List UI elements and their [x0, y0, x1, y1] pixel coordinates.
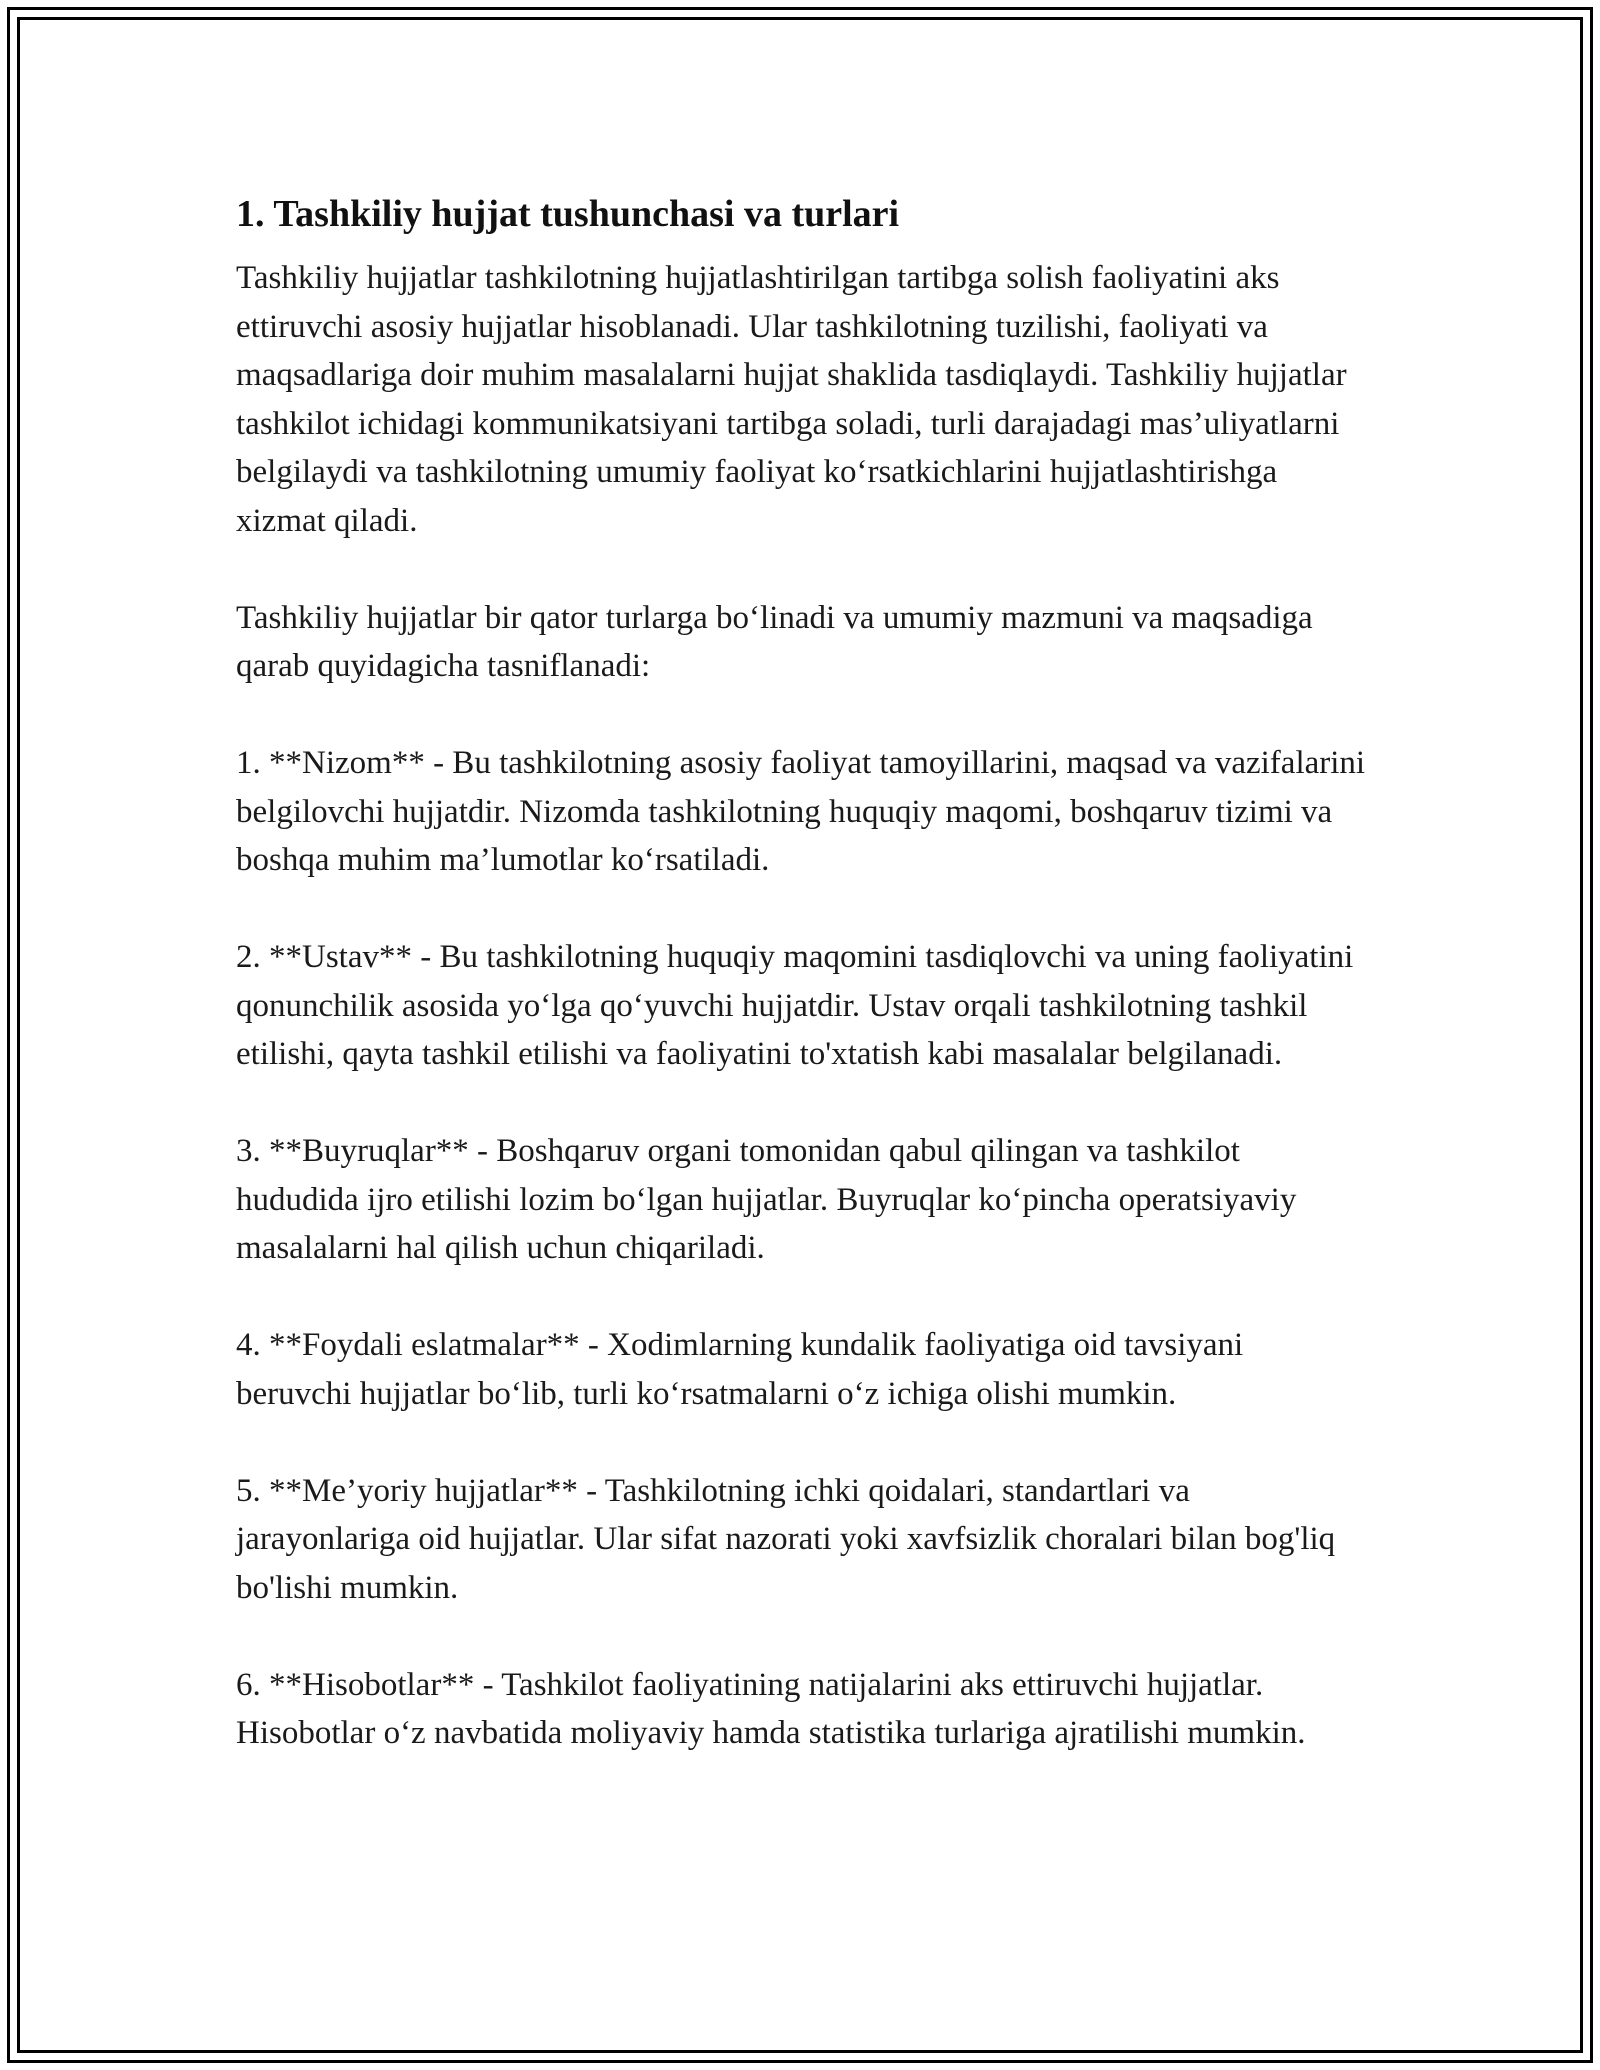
- list-item-buyruqlar: 3. **Buyruqlar** - Boshqaruv organi tomonidan qabul qilingan va tashkilot hududida ijro etilishi lozim bo‘lgan hujjatlar. Buyruqlar ko‘pincha operatsiyaviy masalalarni hal qilish uchun chiqariladi.: [236, 1133, 1297, 1266]
- list-item-hisobotlar: 6. **Hisobotlar** - Tashkilot faoliyatining natijalarini aks ettiruvchi hujjatlar. Hisobotlar o‘z navbatida moliyaviy hamda statistika turlariga ajratilishi mumkin.: [236, 1666, 1306, 1751]
- list-item-nizom: 1. **Nizom** - Bu tashkilotning asosiy faoliyat tamoyillarini, maqsad va vazifalarini belgilovchi hujjatdir. Nizomda tashkilotning huquqiy maqomi, boshqaruv tizimi va boshqa muhim ma’lumotlar ko‘rsatiladi.: [236, 745, 1366, 878]
- section-heading: 1. Tashkiliy hujjat tushunchasi va turlari: [236, 193, 900, 235]
- list-item-foydali-eslatmalar: 4. **Foydali eslatmalar** - Xodimlarning kundalik faoliyatiga oid tavsiyani beruvchi hujjatlar bo‘lib, turli ko‘rsatmalarni o‘z ichiga olishi mumkin.: [236, 1327, 1244, 1412]
- classification-paragraph: Tashkiliy hujjatlar bir qator turlarga bo‘linadi va umumiy mazmuni va maqsadiga qarab quyidagicha tasniflanadi:: [236, 599, 1313, 684]
- list-item-ustav: 2. **Ustav** - Bu tashkilotning huquqiy maqomini tasdiqlovchi va uning faoliyatini qonunchilik asosida yo‘lga qo‘yuvchi hujjatdir. Ustav orqali tashkilotning tashkil etilishi, qayta tashkil etilishi va faoliyatini to'xtatish kabi masalalar belgilanadi.: [236, 939, 1354, 1072]
- list-item-meyoriy-hujjatlar: 5. **Me’yoriy hujjatlar** - Tashkilotning ichki qoidalari, standartlari va jarayonlariga oid hujjatlar. Ular sifat nazorati yoki xavfsizlik choralari bilan bog'liq bo'lishi mumkin.: [236, 1472, 1336, 1606]
- intro-paragraph: Tashkiliy hujjatlar tashkilotning hujjatlashtirilgan tartibga solish faoliyatini aks ettiruvchi asosiy hujjatlar hisoblanadi. Ular tashkilotning tuzilishi, faoliyati va maqsadlariga doir muhim masalalarni hujjat shaklida tasdiqlaydi. Tashkiliy hujjatlar tashkilot ichidagi kommunikatsiyani tartibga soladi, turli darajadagi mas’uliyatlarni belgilaydi va tashkilotning umumiy faoliyat ko‘rsatkichlarini hujjatlashtirishga xizmat qiladi.: [236, 260, 1347, 539]
- document-body: [236, 186, 1366, 1758]
